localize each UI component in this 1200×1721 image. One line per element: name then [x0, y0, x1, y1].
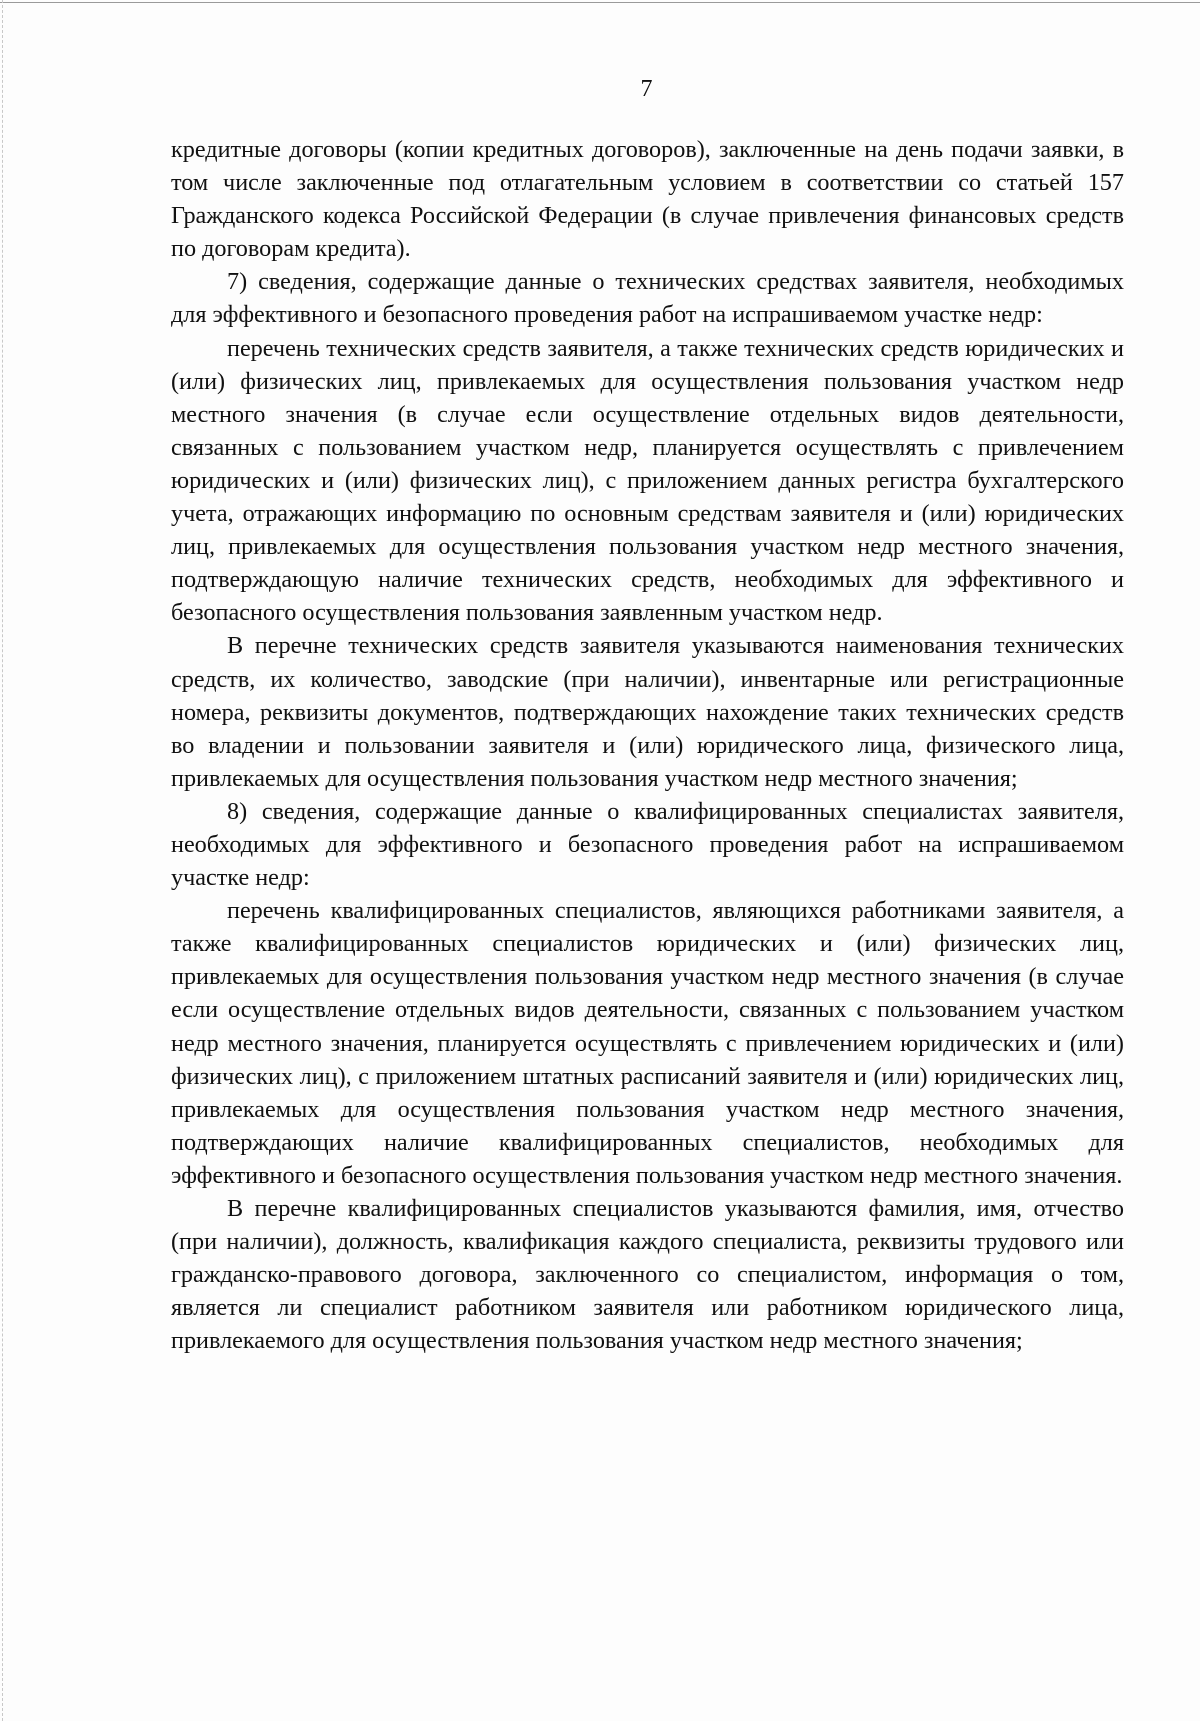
- paragraph-specialists-details: В перечне квалифицированных специалистов указываются фамилия, имя, отчество (при наличии), должность, квалификация каждого специалиста, реквизиты трудового или гражданско-правового договора, заключенного со специалистом, информация о том, является ли специалист работником заявителя или работником юридического лица, привлекаемого для осуществления пользования участком недр местного значения;: [171, 1195, 1124, 1355]
- paragraph-credit-agreements: кредитные договоры (копии кредитных договоров), заключенные на день подачи заявки, в том числе заключенные под отлагательным условием в соответствии со статьей 157 Гражданского кодекса Российской Федерации (в случае привлечения финансовых средств по договорам кредита).: [171, 136, 1124, 263]
- paragraph-specialists-list: перечень квалифицированных специалистов, являющихся работниками заявителя, а также квалифицированных специалистов юридических и (или) физических лиц, привлекаемых для осуществления пользования участком недр местного значения (в случае если осуществление отдельных видов деятельности, связанных с пользованием участком недр местного значения, планируется осуществлять с привлечением юридических и (или) физических лиц), с приложением штатных расписаний заявителя и (или) юридических лиц, привлекаемых для осуществления пользования участком недр местного значения, подтверждающих наличие квалифицированных специалистов, необходимых для эффективного и безопасного осуществления пользования участком недр местного значения.: [171, 897, 1124, 1189]
- page-number: 7: [640, 76, 653, 102]
- paragraph-technical-means-details: В перечне технических средств заявителя указываются наименования технических средств, их количество, заводские (при наличии), инвентарные или регистрационные номера, реквизиты документов, подтверждающих нахождение таких технических средств во владении и пользовании заявителя и (или) юридического лица, физического лица, привлекаемых для осуществления пользования участком недр местного значения;: [171, 632, 1124, 792]
- paragraph-item-8: 8) сведения, содержащие данные о квалифицированных специалистах заявителя, необходимых для эффективного и безопасного проведения работ на испрашиваемом участке недр:: [171, 797, 1124, 892]
- scan-left-edge: [2, 0, 3, 1721]
- document-body: [171, 133, 1124, 1357]
- paragraph-item-7: 7) сведения, содержащие данные о технических средствах заявителя, необходимых для эффективного и безопасного проведения работ на испрашиваемом участке недр:: [171, 268, 1124, 329]
- paragraph-technical-means-list: перечень технических средств заявителя, а также технических средств юридических и (или) физических лиц, привлекаемых для осуществления пользования участком недр местного значения (в случае если осуществление отдельных видов деятельности, связанных с пользованием участком недр, планируется осуществлять с привлечением юридических и (или) физических лиц), с приложением данных регистра бухгалтерского учета, отражающих информацию по основным средствам заявителя и (или) юридических лиц, привлекаемых для осуществления пользования участком недр местного значения, подтверждающую наличие технических средств, необходимых для эффективного и безопасного осуществления пользования заявленным участком недр.: [171, 334, 1124, 627]
- scan-top-edge: [0, 2, 1200, 3]
